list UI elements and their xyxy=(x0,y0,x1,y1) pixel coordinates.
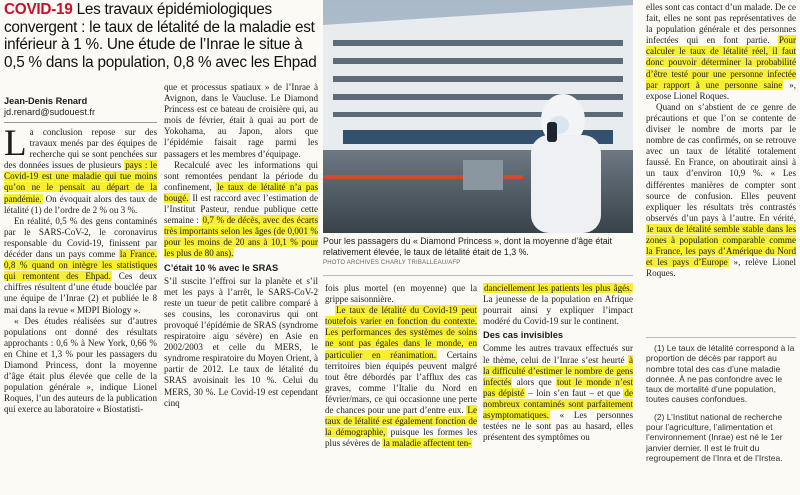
text-run: Certains territoires bien équipés peuvent malgré tout être débordés par l’afflux des cas graves, comme l’Italie du Nord en février/mars, ce qui occasionne une perte de chances pour une part d’entre eux. xyxy=(325,349,477,416)
photo-credit: PHOTO ARCHIVES CHARLY TRIBALLEAU/AFP xyxy=(323,260,461,266)
byline-divider xyxy=(4,122,157,123)
highlight: Pour calculer le taux de létalité réel, il faut donc pouvoir déterminer la probabilité d’être testé pour une personne infectée par rapport à une personne saine xyxy=(646,35,796,90)
caption-text: Pour les passagers du « Diamond Princess », dont la moyenne d’âge était relativement élevée, le taux de létalité était de 1,3 %. xyxy=(323,236,613,257)
article-column-2 xyxy=(164,82,318,495)
photo-illustration xyxy=(323,0,633,233)
text-run: Il est raccord avec l’estimation de l’Institut Pasteur, rendue publique cette semaine : xyxy=(164,192,318,226)
article-column-1 xyxy=(4,127,157,495)
highlight: danciellement les patients les plus âgés. xyxy=(484,283,632,293)
highlight: tout le monde n’est pas dépisté xyxy=(483,376,633,398)
subheading: Des cas invisibles xyxy=(483,330,564,341)
highlight: Le taux de létalité du Covid-19 peut toutefois varier en fonction du contexte. Les performances des systèmes de soins ne sont pas égales dans le monde, en particulier en réanimation. xyxy=(325,305,477,360)
text-run: – loin s’en faut – et que xyxy=(525,387,624,398)
paragraph xyxy=(483,283,633,327)
highlight: le taux de létalité semble stable dans les zones à population comparable comme la France, les pays d’Amérique du Nord et les pays d’Europe xyxy=(646,223,796,268)
paragraph: que et processus spatiaux » de l’Inrae à Avignon, dans le Vaucluse. Le Diamond Princess est ce bateau de croisière qui, au mois de février, était à quai au port de Yokohama, au Japon, alors que l’épidémie faisait rage parmi les passagers et les membres d’équipage. xyxy=(164,82,318,159)
paragraph xyxy=(646,102,796,280)
photo-caption xyxy=(323,236,633,267)
footnote-2: (2) L’Institut national de recherche pour l’agriculture, l’alimentation et l’environnement (Inrae) est né le 1er janvier dernier. Il est le fruit du regroupement de l’Inra et de l’Irstea. xyxy=(646,411,783,463)
text-run: puisque les formes les plus sévères de xyxy=(325,427,477,449)
notes-divider xyxy=(646,337,796,338)
text-run: », relève Lionel Roques. xyxy=(646,257,796,279)
highlight: pays : le Covid-19 est une maladie qui tue moins qu’on ne le pensait au départ de la pandémie. xyxy=(4,160,157,204)
paragraph xyxy=(4,216,157,316)
text-run: En réalité, 0,5 % des gens contaminés par le SARS-CoV-2, le coronavirus responsable du Covid-19, finissent par décéder dans un pays comme xyxy=(4,215,157,260)
paragraph xyxy=(164,160,318,260)
paragraph: S’il suscite l’effroi sur la planète et s’il met les pays à l’arrêt, le SARS-CoV-2 reste un tueur de petit calibre comparé à ses cousins, les coronavirus qui ont provoqué l’épidémie de SRAS (syndrome respiratoire aigu sévère) en Asie en 2002/2003 et celle du MERS, le syndrome respiratoire du Moyen Orient, à partir de 2012. Le taux de létalité du SRAS avoisinait les 10 %. Celui du MERS, 30 %. Le Covid-19 est cependant cinq xyxy=(164,275,318,408)
text-run: alors que xyxy=(512,376,556,387)
author-name: Jean-Denis Renard xyxy=(4,96,88,106)
cruise-ship-photo xyxy=(323,0,633,233)
paragraph xyxy=(4,127,157,216)
headline-text: Les travaux épidémiologiques convergent : le taux de létalité de la maladie est inférieur à 1 %. Une étude de l’Inrae le situe à 0,5 % dans la population, 0,8 % avec les Ehpad xyxy=(4,1,317,71)
highlight: Le taux de létalité est également fonction de la démographie, xyxy=(325,405,477,438)
article-column-3 xyxy=(325,283,477,495)
headline-kicker: COVID-19 xyxy=(4,1,73,18)
text-run: Quand on s’abstient de ce genre de précautions et que l’on se contente de diviser le nombre de morts par le nombre de cas confirmés, on se retrouve avec un taux de létalité totalement faussé. En France, on aboutirait ainsi à un taux d’environ 10,9 %. « Les différentes manières de compter sont source de confusion. Elles peuvent expliquer les résultats très contrastés observés d’un pays à l’autre. En vérité, xyxy=(646,101,796,223)
headline xyxy=(4,1,326,71)
paragraph xyxy=(325,305,477,449)
highlight: le taux de létalité n’a pas bougé. xyxy=(164,181,318,203)
text-run: Recalculé avec les informations qui sont remontées pendant la période du confinement, xyxy=(164,159,318,192)
footnotes xyxy=(646,343,796,470)
highlight: de nombreux contaminés sont parfaitement asymptomatiques. xyxy=(483,387,633,421)
text-run: « Les personnes testées ne le sont pas au hasard, elles présentent des symptômes ou xyxy=(483,410,633,443)
subheading: C’était 10 % avec le SRAS xyxy=(164,262,279,273)
article-column-4 xyxy=(483,283,633,495)
paragraph xyxy=(483,343,633,443)
author-email[interactable]: jd.renard@sudouest.fr xyxy=(4,107,96,117)
article-column-5 xyxy=(646,2,796,336)
highlight: à la difficulté d’estimer le nombre de gens infectés xyxy=(483,354,633,387)
paragraph: « Des études réalisées sur d’autres populations ont donné des résultats approchants : 0,6 % à New York, 0,66 % en Chine et 1,3 % pour les passagers du Diamond Princess, dont la moyenne d’âge était plus élevée que celle de la population générale », indique Lionel Roques, l’un des auteurs de la publication qui exerce au laboratoire « Biostatisti- xyxy=(4,315,157,415)
paragraph xyxy=(646,2,796,102)
footnote-1: (1) Le taux de létalité correspond à la proportion de décès par rapport au nombre total des cas d’une maladie donnée. À ne pas confondre avec le taux de mortalité d’une population, toutes causes confondues. xyxy=(646,343,795,405)
text-run: Comme les autres travaux effectués sur le thème, celui de l’Inrae s’est heurté xyxy=(483,343,633,365)
text-run: Ces deux chiffres résultent d’une étude bouclée par une équipe de l’Inrae (2) et publiée le 8 mai dans la revue « MDPI Biology ». xyxy=(4,271,157,315)
highlight: la maladie affectent ten- xyxy=(383,438,472,449)
drop-cap: L xyxy=(4,127,27,164)
text-run: », expose Lionel Roques. xyxy=(646,79,796,101)
text-run: La jeunesse de la population en Afrique pourrait ainsi y expliquer l’impact modéré du Covid-19 sur le continent. xyxy=(483,294,633,327)
highlight: 0,7 % de décès, avec des écarts très importants selon les âges (de 0,001 % pour les moins de 20 ans à 10,1 % pour les plus de 80 ans). xyxy=(164,215,318,259)
highlight: la France. 0,8 % quand on intègre les statistiques qui remontent des Ehpad. xyxy=(4,249,157,282)
text-run: a conclusion repose sur des travaux menés par des équipes de recherche qui se sont penchées sur des données issues de plusieurs xyxy=(4,127,157,171)
caption-divider xyxy=(323,275,633,276)
text-run: On évoquait alors des taux de létalité (1) de l’ordre de 2 % ou 3 %. xyxy=(4,193,157,215)
text-run: elles sont cas contact d’un malade. De ce fait, elles ne sont pas représentatives de la population générale et des personnes infectées qui en font partie. xyxy=(646,2,796,46)
byline xyxy=(4,96,95,118)
paragraph: fois plus mortel (en moyenne) que la grippe saisonnière. xyxy=(325,283,477,305)
